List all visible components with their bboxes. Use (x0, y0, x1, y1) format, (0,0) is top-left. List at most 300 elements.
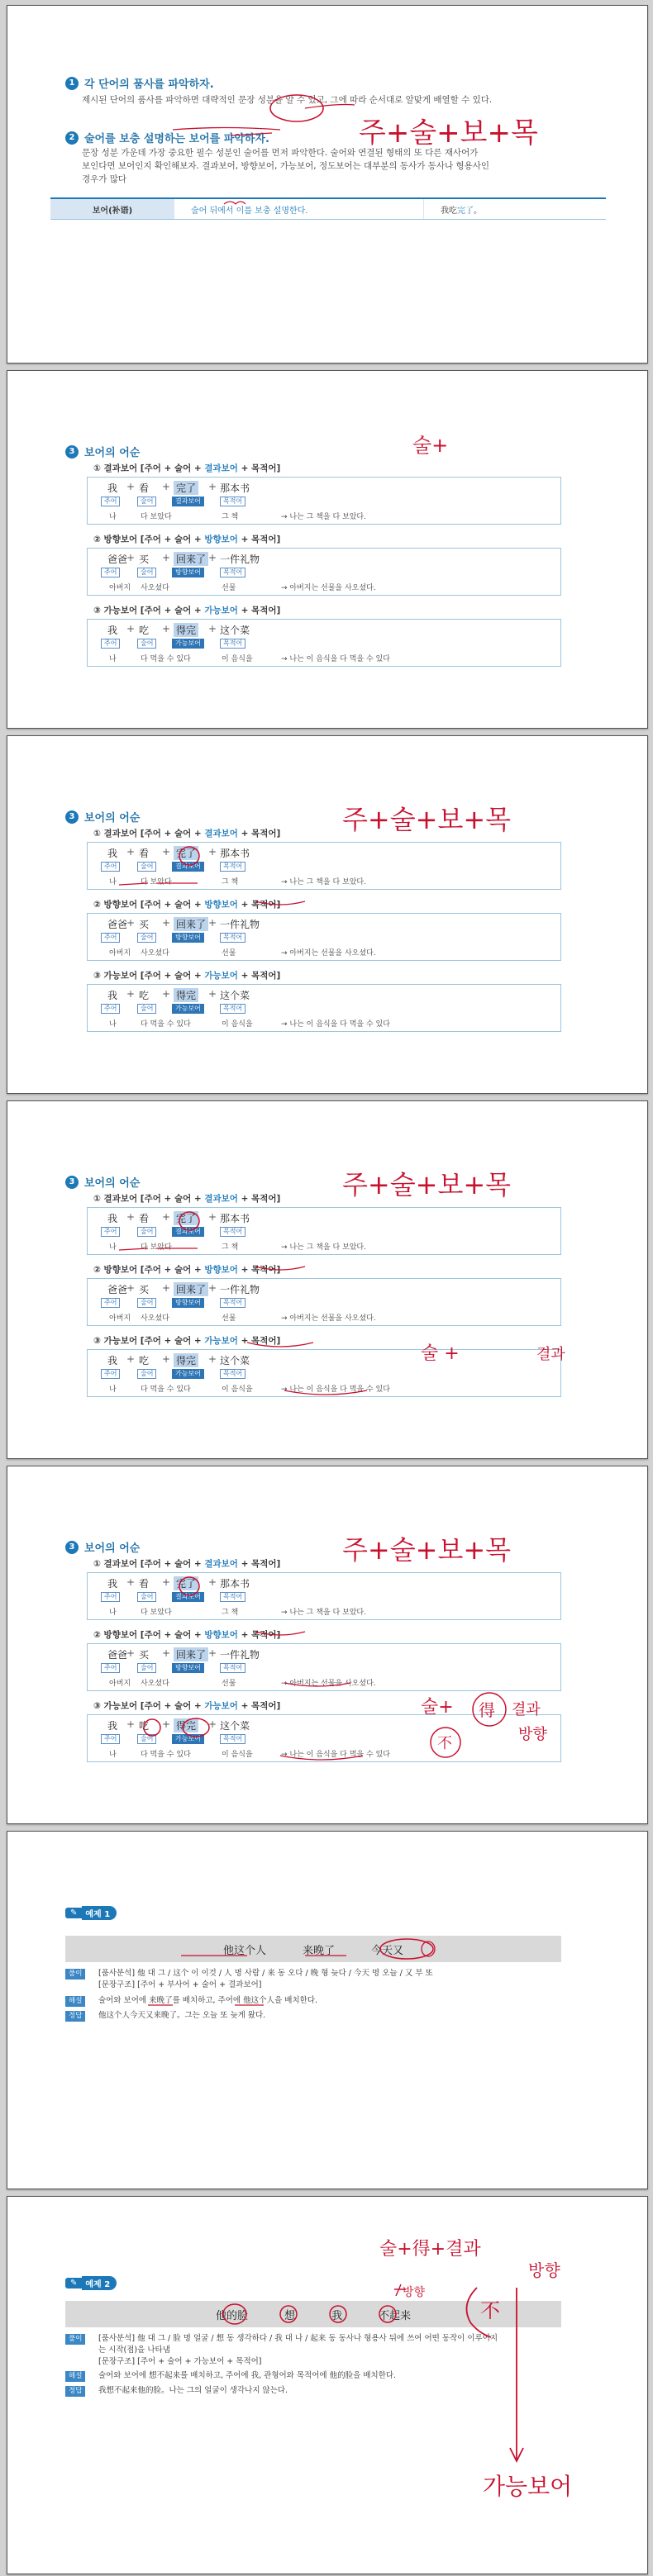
row-heading-pre: ③ 가능보어 [주어 + 술어 + (93, 606, 205, 615)
sentence-word: 我 (107, 625, 118, 636)
sentence-word: 回来了 (174, 552, 208, 566)
plus-sign: + (162, 1576, 171, 1588)
gloss-text: 나 (109, 513, 117, 521)
row-heading-pre: ③ 가능보어 [주어 + 술어 + (93, 1701, 205, 1711)
plus-sign: + (162, 1211, 171, 1223)
text-line: 문장 성분 가운데 가장 중요한 필수 성분인 술어를 먼저 파악한다. 술어와 연결된 형태의 또 다른 재사어가 (82, 148, 479, 158)
example-label: 예제 1 (82, 1906, 117, 1920)
sentence-word: 回来了 (174, 917, 208, 931)
plus-sign: + (208, 1353, 217, 1365)
sentence-word: 吃 (139, 1355, 150, 1366)
gloss-text: 나 (109, 1020, 117, 1029)
role-tag: 목적어 (220, 1369, 245, 1379)
role-tag: 목적어 (220, 933, 245, 943)
plus-sign: + (208, 1211, 217, 1223)
sentence-word: 买 (139, 919, 150, 930)
handwritten-note: 결과 (512, 1701, 541, 1718)
row-heading-post: + 목적어] (237, 606, 281, 615)
role-tag: 가능보어 (172, 1369, 204, 1379)
sentence-word: 完了 (174, 846, 198, 860)
row-heading-pre: ① 결과보어 [주어 + 술어 + (93, 463, 205, 473)
section-title: 보어의 어순 (84, 1177, 141, 1190)
example-label: 예제 2 (82, 2276, 117, 2290)
role-tag: 주어 (101, 862, 120, 872)
row-heading-post: + 목적어] (237, 1630, 281, 1640)
role-tag: 주어 (101, 497, 120, 506)
role-tag: 결과보어 (172, 497, 204, 506)
word-bar (65, 1936, 561, 1962)
table-example (423, 199, 606, 219)
role-tag: 술어 (137, 1298, 156, 1308)
example-box (87, 1207, 561, 1255)
grammar-block (7, 454, 647, 701)
row-heading-highlight: 가능보어 (204, 1336, 238, 1346)
row-heading-pre: ② 방향보어 [주어 + 술어 + (93, 1630, 205, 1640)
section-title: 보어의 어순 (84, 447, 141, 459)
row-heading-pre: ③ 가능보어 [주어 + 술어 + (93, 1336, 205, 1346)
role-tag: 가능보어 (172, 639, 204, 649)
gloss-text: 나 (109, 1243, 117, 1252)
pencil-icon: ✎ (65, 2278, 82, 2288)
role-tag: 목적어 (220, 1734, 245, 1744)
word-chip: 他的脸 (215, 2309, 248, 2322)
example-badge (65, 2276, 117, 2290)
gloss-text: 나 (109, 1751, 117, 1759)
gloss-text: 나 (109, 1385, 117, 1394)
gloss-text: 그 책 (222, 1609, 239, 1617)
complement-row-heading (93, 1628, 280, 1641)
sentence-word: 一件礼物 (220, 1284, 260, 1295)
slide-example-2 (7, 2196, 648, 2574)
role-tag: 목적어 (220, 497, 245, 506)
word-chip: 他这个人 (222, 1944, 266, 1957)
complement-row-heading (93, 1334, 280, 1347)
row-heading-pre: ① 결과보어 [주어 + 술어 + (93, 1194, 205, 1204)
complement-table (50, 197, 606, 220)
slide-1 (7, 5, 648, 364)
role-tag: 방향보어 (172, 933, 204, 943)
row-heading-highlight: 방향보어 (204, 1265, 238, 1275)
complement-row-heading (93, 462, 280, 474)
section-heading-1 (65, 75, 214, 91)
word-chip: 我 (331, 2309, 343, 2322)
role-tag: 목적어 (220, 862, 245, 872)
row-heading-highlight: 결과보어 (204, 1559, 238, 1569)
sentence-word: 爸爸 (107, 1649, 128, 1661)
word-bar (65, 2301, 561, 2327)
example-box (87, 1714, 561, 1762)
plus-sign: + (126, 1576, 136, 1588)
row-heading-pre: ② 방향보어 [주어 + 술어 + (93, 535, 205, 544)
plus-sign: + (162, 623, 171, 634)
grammar-block (7, 1549, 647, 1797)
example-badge (65, 1906, 117, 1920)
role-tags (88, 1004, 560, 1015)
role-tag: 방향보어 (172, 568, 204, 577)
role-tag: 결과보어 (172, 862, 204, 872)
plus-sign: + (126, 988, 136, 1000)
sentence-word: 一件礼物 (220, 919, 260, 930)
role-tag: 방향보어 (172, 1663, 204, 1673)
role-tags (88, 639, 560, 650)
sentence-word: 得完 (174, 1353, 198, 1367)
gloss-text: 이 음식을 (222, 1751, 253, 1759)
sentence-words (88, 1211, 560, 1226)
plus-sign: + (208, 846, 217, 858)
analysis-line: [품사분석] 他 대 그 / 这个 이 이것 / 人 명 사람 / 来 동 오다 / 晚 형 늦다 / 今天 명 오늘 / 又 부 또 (98, 1969, 433, 1978)
role-tag: 목적어 (220, 1663, 245, 1673)
analysis-label: 풀이 (65, 2334, 85, 2345)
role-tags (88, 1369, 560, 1381)
role-tag: 목적어 (220, 1298, 245, 1308)
role-tag: 주어 (101, 639, 120, 649)
sentence-words (88, 917, 560, 932)
role-tags (88, 933, 560, 944)
word-chip: 今天又 (371, 1944, 404, 1957)
slide-5 (7, 1466, 648, 1824)
row-heading-pre: ③ 가능보어 [주어 + 술어 + (93, 971, 205, 981)
sentence-word: 看 (139, 848, 150, 859)
row-heading-highlight: 방향보어 (204, 535, 238, 544)
answer-line: 他这个人今天又来晚了。그는 오늘 또 늦게 왔다. (98, 2011, 266, 2020)
row-heading-pre: ① 결과보어 [주어 + 술어 + (93, 1559, 205, 1569)
handwritten-note: 방향 (528, 2260, 560, 2280)
role-tag: 술어 (137, 1227, 156, 1237)
word-chip: 不起来 (379, 2309, 412, 2322)
gloss-text: 사오셨다 (141, 1314, 169, 1323)
translation-text: → 나는 이 음식을 다 먹을 수 있다 (281, 1385, 390, 1394)
gloss-text: 다 먹을 수 있다 (141, 1385, 191, 1394)
section-number: 1 (65, 77, 79, 90)
grammar-block (7, 819, 647, 1067)
gloss-text: 사오셨다 (141, 949, 169, 958)
table-header-cell: 보어(补语) (50, 199, 174, 219)
slide-example-1 (7, 1831, 648, 2189)
role-tag: 가능보어 (172, 1734, 204, 1744)
plus-sign: + (126, 1353, 136, 1365)
section-title: 술어를 보충 설명하는 보어를 파악하자. (84, 133, 269, 145)
role-tag: 가능보어 (172, 1004, 204, 1014)
handwritten-note: 不 (437, 1735, 452, 1752)
plus-sign: + (208, 917, 217, 929)
plus-sign: + (162, 1718, 171, 1730)
role-tag: 목적어 (220, 568, 245, 577)
sentence-word: 回来了 (174, 1647, 208, 1661)
row-heading-pre: ② 방향보어 [주어 + 술어 + (93, 1265, 205, 1275)
sentence-words (88, 988, 560, 1003)
complement-row-heading (93, 1699, 280, 1712)
handwritten-note: 得 (479, 1700, 495, 1720)
plus-sign: + (208, 623, 217, 634)
gloss-text: 이 음식을 (222, 1385, 253, 1394)
sentence-word: 我 (107, 482, 118, 494)
plus-sign: + (208, 1718, 217, 1730)
role-tag: 결과보어 (172, 1592, 204, 1602)
plus-sign: + (126, 1211, 136, 1223)
plus-sign: + (126, 552, 136, 563)
role-tags (88, 568, 560, 579)
analysis-line-cont: 는 시작(점)을 나타냄 (98, 2345, 170, 2355)
role-tag: 목적어 (220, 1592, 245, 1602)
gloss-text: 선물 (222, 584, 236, 592)
example-box (87, 913, 561, 961)
gloss-text: 이 음식을 (222, 1020, 253, 1029)
answer-line: 我想不起来他的脸。나는 그의 얼굴이 생각나지 않는다. (98, 2386, 288, 2395)
structure-line: [문장구조] [주어 + 술어 + 가능보어 + 목적어] (98, 2357, 262, 2366)
gloss-text: 나 (109, 1609, 117, 1617)
analysis-label: 풀이 (65, 1969, 85, 1980)
sentence-word: 一件礼物 (220, 1649, 260, 1661)
gloss-text: 아버지 (109, 1680, 131, 1688)
row-heading-pre: ② 방향보어 [주어 + 술어 + (93, 900, 205, 910)
sentence-word: 得完 (174, 623, 198, 637)
plus-sign: + (126, 623, 136, 634)
sentence-words (88, 846, 560, 861)
section-number: 3 (65, 445, 79, 459)
sentence-words (88, 1353, 560, 1368)
sentence-word: 吃 (139, 1720, 150, 1732)
sentence-word: 看 (139, 1213, 150, 1224)
plus-sign: + (162, 481, 171, 492)
sentence-word: 爸爸 (107, 554, 128, 565)
sentence-word: 一件礼物 (220, 554, 260, 565)
gloss-text: 선물 (222, 1314, 236, 1323)
role-tag: 주어 (101, 1004, 120, 1014)
sentence-word: 爸爸 (107, 919, 128, 930)
plus-sign: + (162, 846, 171, 858)
gloss-text: 다 먹을 수 있다 (141, 655, 191, 663)
example-box (87, 842, 561, 890)
section-title: 보어의 어순 (84, 812, 141, 825)
example-box (87, 1643, 561, 1691)
grammar-block (7, 1184, 647, 1432)
role-tag: 주어 (101, 1592, 120, 1602)
word-chip: 想 (284, 2309, 295, 2322)
example-box (87, 477, 561, 525)
plus-sign: + (208, 481, 217, 492)
plus-sign: + (208, 1647, 217, 1659)
role-tag: 술어 (137, 1592, 156, 1602)
sentence-word: 这个菜 (220, 1720, 250, 1732)
gloss-text: 그 책 (222, 878, 239, 886)
plus-sign: + (126, 846, 136, 858)
complement-row-heading (93, 827, 280, 839)
row-heading-highlight: 결과보어 (204, 829, 238, 839)
sentence-word: 那本书 (220, 848, 250, 859)
plus-sign: + (126, 1282, 136, 1294)
gloss-text: 아버지 (109, 584, 131, 592)
handwritten-note: 가능보어 (483, 2473, 573, 2500)
role-tag: 술어 (137, 1369, 156, 1379)
sentence-words (88, 1576, 560, 1591)
role-tags (88, 1663, 560, 1675)
sentence-word: 看 (139, 1578, 150, 1590)
role-tags (88, 1592, 560, 1604)
complement-row-heading (93, 1557, 280, 1570)
handwritten-note: 주+술+보+목 (342, 804, 512, 835)
sentence-word: 完了 (174, 481, 198, 495)
section-number: 3 (65, 1176, 79, 1189)
gloss-text: 사오셨다 (141, 584, 169, 592)
row-heading-post: + 목적어] (237, 1559, 281, 1569)
translation-text: → 아버지는 선물을 사오셨다. (281, 584, 376, 592)
section-number: 2 (65, 131, 79, 145)
row-heading-post: + 목적어] (237, 1194, 281, 1204)
role-tags (88, 1298, 560, 1309)
gloss-text: 아버지 (109, 949, 131, 958)
complement-row-heading (93, 604, 280, 616)
gloss-text: 다 보았다 (141, 878, 172, 886)
plus-sign: + (162, 1282, 171, 1294)
role-tag: 결과보어 (172, 1227, 204, 1237)
gloss-text: 그 책 (222, 1243, 239, 1252)
sentence-words (88, 1718, 560, 1733)
section-number: 3 (65, 1541, 79, 1554)
plus-sign: + (162, 1353, 171, 1365)
slide-4 (7, 1100, 648, 1459)
gloss-text: 사오셨다 (141, 1680, 169, 1688)
sentence-word: 这个菜 (220, 990, 250, 1001)
complement-row-heading (93, 1192, 280, 1205)
plus-sign: + (126, 1718, 136, 1730)
sentence-words (88, 552, 560, 567)
plus-sign: + (162, 988, 171, 1000)
sentence-word: 我 (107, 1355, 118, 1366)
gloss-text: 다 보았다 (141, 513, 172, 521)
role-tag: 술어 (137, 1734, 156, 1744)
sentence-words (88, 623, 560, 638)
answer-label: 정답 (65, 2386, 85, 2397)
handwritten-note: 술+ (421, 1697, 454, 1718)
role-tag: 주어 (101, 1663, 120, 1673)
role-tag: 주어 (101, 1298, 120, 1308)
pencil-icon: ✎ (65, 1908, 82, 1918)
sentence-word: 我 (107, 990, 118, 1001)
example-pre: 我吃 (441, 206, 457, 216)
role-tag: 목적어 (220, 639, 245, 649)
sentence-word: 看 (139, 482, 150, 494)
row-heading-post: + 목적어] (237, 1701, 281, 1711)
translation-text: → 아버지는 선물을 사오셨다. (281, 1680, 376, 1688)
plus-sign: + (126, 1647, 136, 1659)
handwritten-note: 주+술+보+목 (342, 1534, 512, 1566)
sentence-word: 那本书 (220, 1578, 250, 1590)
example-post: 。 (474, 206, 482, 216)
sentence-word: 我 (107, 1720, 118, 1732)
row-heading-post: + 목적어] (237, 971, 281, 981)
plus-sign: + (126, 481, 136, 492)
handwritten-formula: 주+술+보+목 (359, 116, 538, 150)
gloss-text: 선물 (222, 949, 236, 958)
sentence-word: 完了 (174, 1211, 198, 1225)
translation-text: → 아버지는 선물을 사오셨다. (281, 1314, 376, 1323)
section-title: 보어의 어순 (84, 1542, 141, 1555)
table-cell: 술어 뒤에서 이를 보충 설명한다. (191, 206, 308, 216)
answer-label: 정답 (65, 2011, 85, 2022)
explanation-label: 해설 (65, 2371, 85, 2382)
gloss-text: 아버지 (109, 1314, 131, 1323)
gloss-text: 나 (109, 878, 117, 886)
role-tag: 주어 (101, 1734, 120, 1744)
sentence-word: 买 (139, 1284, 150, 1295)
section-title: 각 단어의 품사를 파악하자. (84, 78, 214, 91)
sentence-word: 得完 (174, 988, 198, 1002)
sentence-word: 我 (107, 1213, 118, 1224)
role-tag: 술어 (137, 862, 156, 872)
role-tag: 술어 (137, 497, 156, 506)
role-tags (88, 1734, 560, 1746)
plus-sign: + (208, 552, 217, 563)
role-tag: 목적어 (220, 1227, 245, 1237)
section-text (82, 146, 594, 186)
sentence-word: 买 (139, 1649, 150, 1661)
row-heading-pre: ① 결과보어 [주어 + 술어 + (93, 829, 205, 839)
sentence-word: 这个菜 (220, 1355, 250, 1366)
handwritten-note: 주+술+보+목 (342, 1169, 512, 1200)
gloss-text: 다 먹을 수 있다 (141, 1020, 191, 1029)
translation-text: → 나는 이 음식을 다 먹을 수 있다 (281, 1751, 390, 1759)
analysis-line: [품사분석] 他 대 그 / 脸 명 얼굴 / 想 동 생각하다 / 我 대 나 / 起来 동 동사나 형용사 뒤에 쓰여 어떤 동작이 이루어지 (98, 2334, 498, 2343)
row-heading-highlight: 결과보어 (204, 1194, 238, 1204)
handwritten-note: 술+得+결과 (379, 2239, 481, 2260)
sentence-word: 那本书 (220, 482, 250, 494)
slide-3 (7, 735, 648, 1094)
row-heading-post: + 목적어] (237, 535, 281, 544)
role-tag: 목적어 (220, 1004, 245, 1014)
row-heading-post: + 목적어] (237, 1265, 281, 1275)
role-tags (88, 862, 560, 873)
sentence-word: 我 (107, 1578, 118, 1590)
role-tags (88, 497, 560, 508)
role-tag: 주어 (101, 1227, 120, 1237)
complement-row-heading (93, 898, 280, 910)
gloss-text: 그 책 (222, 513, 239, 521)
example-box (87, 1278, 561, 1326)
role-tag: 술어 (137, 1663, 156, 1673)
translation-text: → 아버지는 선물을 사오셨다. (281, 949, 376, 958)
role-tag: 주어 (101, 568, 120, 577)
translation-text: → 나는 그 책을 다 보았다. (281, 1243, 366, 1252)
plus-sign: + (208, 1282, 217, 1294)
sentence-words (88, 481, 560, 496)
role-tag: 주어 (101, 933, 120, 943)
sentence-word: 那本书 (220, 1213, 250, 1224)
example-box (87, 984, 561, 1032)
example-box (87, 548, 561, 596)
section-number: 3 (65, 810, 79, 824)
row-heading-highlight: 방향보어 (204, 1630, 238, 1640)
sentence-word: 得完 (174, 1718, 198, 1732)
plus-sign: + (162, 552, 171, 563)
role-tags (88, 1227, 560, 1238)
sentence-word: 爸爸 (107, 1284, 128, 1295)
handwritten-note: 결과 (536, 1346, 565, 1363)
row-heading-post: + 목적어] (237, 900, 281, 910)
section-text: 제시된 단어의 품사를 파악하면 대략적인 문장 성분을 알 수 있고, 그에 따라 순서대로 알맞게 배열할 수 있다. (82, 95, 493, 105)
plus-sign: + (208, 988, 217, 1000)
gloss-text: 나 (109, 655, 117, 663)
sentence-word: 买 (139, 554, 150, 565)
sentence-word: 吃 (139, 625, 150, 636)
complement-row-heading (93, 533, 280, 545)
sentence-words (88, 1647, 560, 1662)
row-heading-post: + 목적어] (237, 829, 281, 839)
text-line: 경우가 많다 (82, 174, 127, 184)
word-chip: 来晚了 (302, 1944, 335, 1957)
sentence-word: 我 (107, 848, 118, 859)
role-tag: 주어 (101, 1369, 120, 1379)
row-heading-post: + 목적어] (237, 463, 281, 473)
